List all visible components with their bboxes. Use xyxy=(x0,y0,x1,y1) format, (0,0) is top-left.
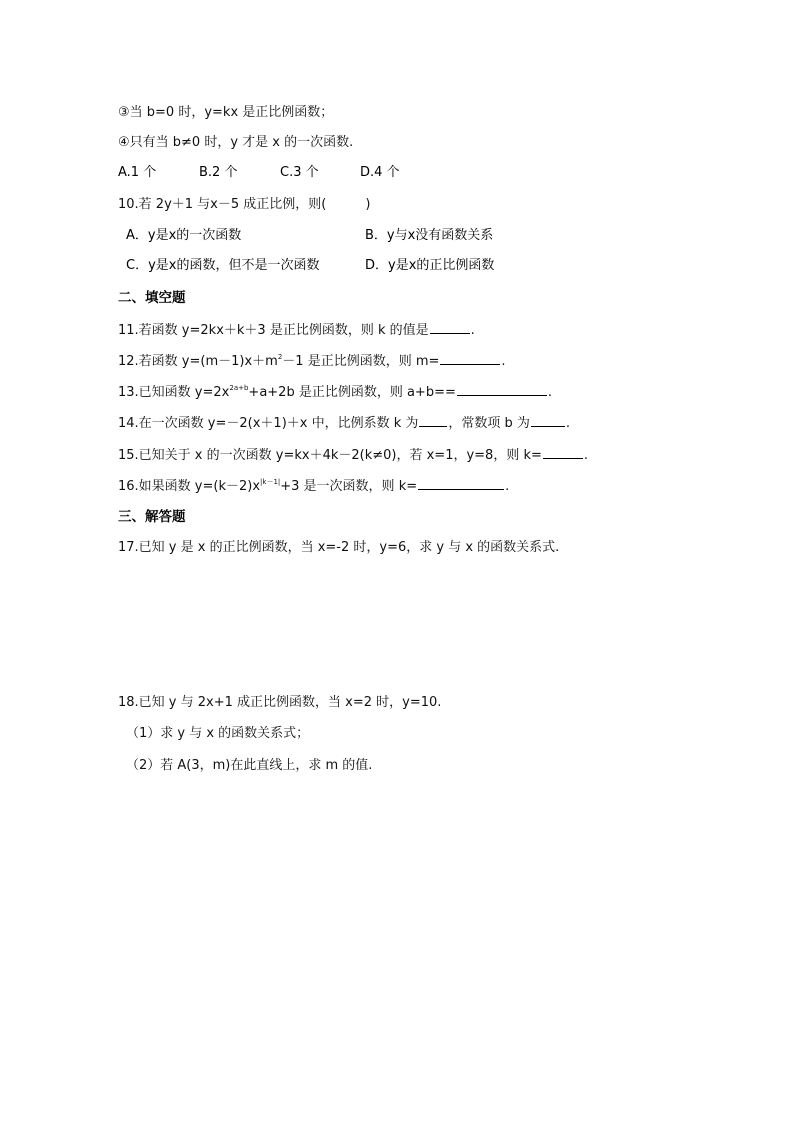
q11: 11.若函数 y=2kx＋k＋3 是正比例函数，则 k 的值是 . xyxy=(118,320,475,340)
q11-answer-blank[interactable] xyxy=(430,320,470,334)
section-fill-in-title: 二、填空题 xyxy=(118,290,186,306)
q12-answer-blank[interactable] xyxy=(440,351,500,365)
q9-option-b: B.2 个 xyxy=(199,165,238,180)
q16: 16.如果函数 $y=(k-2)x^{|k-1|}+3$ 是一次函数，则 k= . xyxy=(118,478,510,494)
q13-text-start: 13.已知函数 y=2x xyxy=(118,385,230,400)
q16-text-end: +3 是一次函数，则 k= xyxy=(280,479,418,494)
q16-answer-blank[interactable] xyxy=(418,476,504,490)
q9-option-a: A.1 个 xyxy=(118,165,157,180)
q10-option-d: D．y是x的正比例函数 xyxy=(365,258,495,273)
q9-option-d: D.4 个 xyxy=(360,165,400,180)
section-solve-title: 三、解答题 xyxy=(118,509,186,525)
q9-item-4: ④只有当 b≠0 时，y 才是 x 的一次函数. xyxy=(118,135,354,150)
q9-item-3: ③当 b=0 时，y=kx 是正比例函数； xyxy=(118,105,334,120)
q12-text-end: －1 是正比例函数，则 m= xyxy=(282,354,440,369)
q14-text-end: ，常数项 b 为 xyxy=(448,416,530,431)
q15-answer-blank[interactable] xyxy=(543,445,583,459)
q18-part-1: （1）求 y 与 x 的函数关系式； xyxy=(126,726,310,741)
q13: 13.已知函数 $y=2x^{2a+b}+a+2b$ 是正比例函数，则 a+b== . xyxy=(118,384,552,400)
q16-text-start: 16.如果函数 y=(k－2)x xyxy=(118,479,261,494)
q13-answer-blank[interactable] xyxy=(457,382,547,396)
q11-text: 11.若函数 y=2kx＋k＋3 是正比例函数，则 k 的值是 xyxy=(118,323,429,338)
q15: 15.已知关于 x 的一次函数 y=kx＋4k－2(k≠0)，若 x=1，y=8，则 k= . xyxy=(118,445,588,465)
q12-exponent: 2 xyxy=(277,353,283,361)
q14-text-start: 14.在一次函数 y=－2(x＋1)＋x 中，比例系数 k 为 xyxy=(118,416,419,431)
q13-exponent: 2a+b xyxy=(229,384,249,392)
q12: 12.若函数 $y=(m-1)x+m^2-1$ 是正比例函数，则 m= . xyxy=(118,353,506,369)
q15-text: 15.已知关于 x 的一次函数 y=kx＋4k－2(k≠0)，若 x=1，y=8，则 k= xyxy=(118,448,542,463)
q10-option-a: A．y是x的一次函数 xyxy=(126,228,242,243)
q14-k-answer-blank[interactable] xyxy=(419,413,447,427)
q18: 18.已知 y 与 2x+1 成正比例函数，当 x=2 时，y=10. xyxy=(118,695,442,710)
q9-option-c: C.3 个 xyxy=(280,165,319,180)
q13-text-end: +a+2b 是正比例函数，则 a+b== xyxy=(248,385,456,400)
q14: 14.在一次函数 y=－2(x＋1)＋x 中，比例系数 k 为 ，常数项 b 为 . xyxy=(118,413,570,433)
q10-option-b: B．y与x没有函数关系 xyxy=(365,228,494,243)
q16-exponent: |k－1| xyxy=(260,478,281,486)
q10-option-c: C．y是x的函数，但不是一次函数 xyxy=(126,258,320,273)
q10-stem: 10.若 2y＋1 与x－5 成正比例，则( ) xyxy=(118,197,371,212)
q17: 17.已知 y 是 x 的正比例函数，当 x=-2 时，y=6，求 y 与 x 的函数关系式. xyxy=(118,540,560,555)
q18-part-2: （2）若 A(3，m)在此直线上，求 m 的值. xyxy=(126,758,373,773)
q12-text-start: 12.若函数 y=(m－1)x＋m xyxy=(118,354,278,369)
q14-b-answer-blank[interactable] xyxy=(531,413,565,427)
